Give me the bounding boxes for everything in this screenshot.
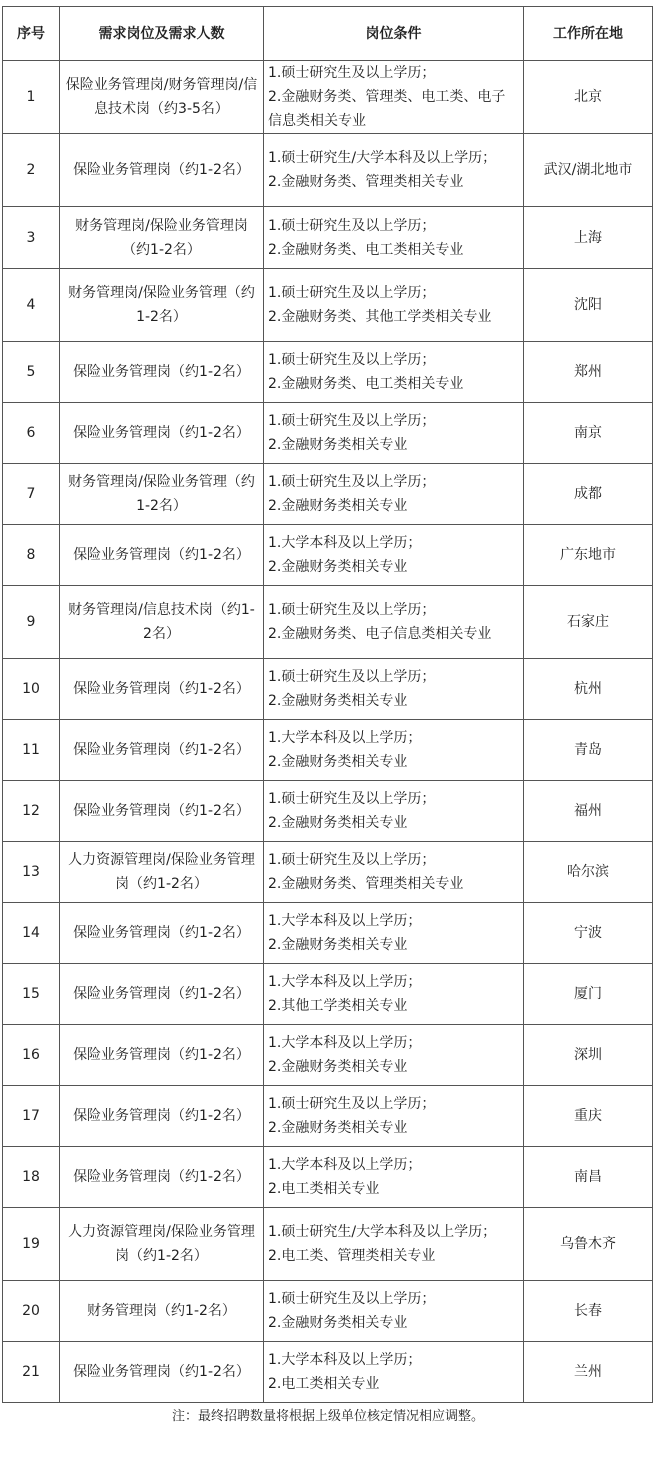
requirement-line: 2.金融财务类相关专业 (268, 498, 408, 514)
cell-no: 7 (3, 464, 60, 525)
cell-no: 16 (3, 1025, 60, 1086)
cell-location: 青岛 (524, 720, 653, 781)
cell-no: 2 (3, 134, 60, 207)
cell-requirements (264, 1147, 524, 1208)
requirement-line: 2.金融财务类、电工类相关专业 (268, 376, 464, 392)
requirement-line: 2.金融财务类、其他工学类相关专业 (268, 309, 492, 325)
table-row (3, 1208, 653, 1281)
cell-no: 20 (3, 1281, 60, 1342)
requirement-line: 1.硕士研究生及以上学历； (268, 217, 436, 234)
cell-no: 4 (3, 269, 60, 342)
cell-requirements (264, 207, 524, 269)
requirement-line: 2.金融财务类相关专业 (268, 559, 408, 575)
cell-position: 保险业务管理岗（约1-2名） (60, 720, 264, 781)
cell-location: 沈阳 (524, 269, 653, 342)
cell-no: 21 (3, 1342, 60, 1403)
table-row (3, 720, 653, 781)
cell-location: 重庆 (524, 1086, 653, 1147)
cell-position: 保险业务管理岗（约1-2名） (60, 134, 264, 207)
requirement-line: 1.硕士研究生/大学本科及以上学历； (268, 150, 497, 166)
header-location: 工作所在地 (524, 7, 653, 61)
requirement-line: 1.大学本科及以上学历； (268, 730, 422, 746)
table-row (3, 1147, 653, 1208)
cell-requirements (264, 61, 524, 134)
requirement-line: 1.硕士研究生及以上学历； (268, 474, 436, 490)
cell-location: 郑州 (524, 342, 653, 403)
requirement-line: 1.大学本科及以上学历； (268, 1035, 422, 1051)
table-row (3, 342, 653, 403)
requirement-line: 1.大学本科及以上学历； (268, 535, 422, 551)
cell-requirements (264, 134, 524, 207)
requirement-line: 2.金融财务类相关专业 (268, 437, 408, 453)
cell-location: 乌鲁木齐 (524, 1208, 653, 1281)
cell-location: 福州 (524, 781, 653, 842)
cell-location: 北京 (524, 61, 653, 134)
table-header-row (3, 7, 653, 61)
header-requirements: 岗位条件 (264, 7, 524, 61)
cell-requirements (264, 464, 524, 525)
requirement-line: 1.硕士研究生及以上学历； (268, 413, 436, 429)
cell-requirements (264, 964, 524, 1025)
cell-location: 南京 (524, 403, 653, 464)
table-row (3, 464, 653, 525)
table-row (3, 1025, 653, 1086)
cell-requirements (264, 903, 524, 964)
cell-position: 保险业务管理岗/财务管理岗/信息技术岗（约3-5名） (60, 61, 264, 134)
cell-no: 11 (3, 720, 60, 781)
requirement-line: 2.金融财务类相关专业 (268, 1120, 408, 1136)
requirement-line: 2.金融财务类、电子信息类相关专业 (268, 626, 492, 642)
cell-requirements (264, 525, 524, 586)
cell-position: 保险业务管理岗（约1-2名） (60, 903, 264, 964)
cell-position: 保险业务管理岗（约1-2名） (60, 1025, 264, 1086)
table-row (3, 903, 653, 964)
requirement-line: 1.硕士研究生及以上学历； (268, 285, 436, 301)
requirement-line: 2.金融财务类相关专业 (268, 815, 408, 831)
table-row (3, 269, 653, 342)
cell-position: 保险业务管理岗（约1-2名） (60, 403, 264, 464)
cell-location: 深圳 (524, 1025, 653, 1086)
cell-location: 广东地市 (524, 525, 653, 586)
cell-position: 财务管理岗/保险业务管理（约1-2名） (60, 269, 264, 342)
table-row (3, 781, 653, 842)
cell-no: 19 (3, 1208, 60, 1281)
cell-no: 10 (3, 659, 60, 720)
cell-no: 18 (3, 1147, 60, 1208)
cell-position: 财务管理岗/保险业务管理（约1-2名） (60, 464, 264, 525)
requirement-line: 1.硕士研究生及以上学历； (268, 1096, 436, 1112)
cell-requirements (264, 1208, 524, 1281)
footnote: 注：最终招聘数量将根据上级单位核定情况相应调整。 (171, 1409, 484, 1424)
cell-location: 厦门 (524, 964, 653, 1025)
requirement-line: 2.金融财务类、管理类相关专业 (268, 174, 464, 190)
requirement-line: 2.金融财务类、管理类、电工类、电子信息类相关专业 (268, 89, 506, 129)
cell-location: 石家庄 (524, 586, 653, 659)
cell-requirements (264, 1086, 524, 1147)
cell-position: 保险业务管理岗（约1-2名） (60, 964, 264, 1025)
cell-requirements (264, 842, 524, 903)
cell-position: 保险业务管理岗（约1-2名） (60, 781, 264, 842)
requirement-line: 2.电工类相关专业 (268, 1376, 380, 1392)
requirement-line: 1.大学本科及以上学历； (268, 1157, 422, 1173)
cell-location: 武汉/湖北地市 (524, 134, 653, 207)
requirement-line: 2.电工类相关专业 (268, 1181, 380, 1197)
cell-requirements (264, 1281, 524, 1342)
cell-position: 保险业务管理岗（约1-2名） (60, 1147, 264, 1208)
requirement-line: 1.硕士研究生/大学本科及以上学历； (268, 1224, 497, 1240)
cell-position: 财务管理岗（约1-2名） (60, 1281, 264, 1342)
cell-location: 长春 (524, 1281, 653, 1342)
cell-position: 人力资源管理岗/保险业务管理岗（约1-2名） (60, 1208, 264, 1281)
cell-location: 兰州 (524, 1342, 653, 1403)
cell-no: 5 (3, 342, 60, 403)
requirement-line: 1.硕士研究生及以上学历； (268, 602, 436, 618)
requirement-line: 1.硕士研究生及以上学历； (268, 852, 436, 868)
requirement-line: 2.电工类、管理类相关专业 (268, 1248, 436, 1264)
cell-requirements (264, 269, 524, 342)
table-row (3, 1342, 653, 1403)
cell-location: 成都 (524, 464, 653, 525)
cell-requirements (264, 586, 524, 659)
cell-position: 保险业务管理岗（约1-2名） (60, 525, 264, 586)
requirement-line: 2.金融财务类相关专业 (268, 693, 408, 709)
cell-no: 15 (3, 964, 60, 1025)
cell-requirements (264, 1342, 524, 1403)
cell-location: 杭州 (524, 659, 653, 720)
cell-location: 哈尔滨 (524, 842, 653, 903)
cell-requirements (264, 659, 524, 720)
requirement-line: 2.金融财务类相关专业 (268, 1315, 408, 1331)
table-row (3, 403, 653, 464)
cell-requirements (264, 403, 524, 464)
cell-position: 人力资源管理岗/保险业务管理岗（约1-2名） (60, 842, 264, 903)
requirement-line: 2.金融财务类、管理类相关专业 (268, 876, 464, 892)
cell-location: 南昌 (524, 1147, 653, 1208)
recruitment-table (2, 6, 653, 1403)
table-row (3, 586, 653, 659)
requirement-line: 1.硕士研究生及以上学历； (268, 65, 436, 81)
cell-requirements (264, 342, 524, 403)
requirement-line: 2.金融财务类相关专业 (268, 937, 408, 953)
cell-no: 14 (3, 903, 60, 964)
cell-requirements (264, 720, 524, 781)
requirement-line: 2.其他工学类相关专业 (268, 998, 408, 1014)
requirement-line: 2.金融财务类相关专业 (268, 1059, 408, 1075)
cell-position: 保险业务管理岗（约1-2名） (60, 659, 264, 720)
cell-position: 财务管理岗/保险业务管理岗（约1-2名） (60, 207, 264, 269)
cell-no: 6 (3, 403, 60, 464)
cell-no: 8 (3, 525, 60, 586)
cell-no: 13 (3, 842, 60, 903)
table-row (3, 659, 653, 720)
table-row (3, 134, 653, 207)
cell-position: 保险业务管理岗（约1-2名） (60, 1086, 264, 1147)
cell-location: 宁波 (524, 903, 653, 964)
requirement-line: 1.硕士研究生及以上学历； (268, 1291, 436, 1307)
header-no: 序号 (3, 7, 60, 61)
table-row (3, 1281, 653, 1342)
cell-position: 保险业务管理岗（约1-2名） (60, 1342, 264, 1403)
requirement-line: 1.大学本科及以上学历； (268, 1352, 422, 1368)
table-row (3, 61, 653, 134)
cell-location: 上海 (524, 207, 653, 269)
requirement-line: 1.大学本科及以上学历； (268, 913, 422, 929)
requirement-line: 1.硕士研究生及以上学历； (268, 791, 436, 807)
requirement-line: 1.大学本科及以上学历； (268, 974, 422, 990)
header-position: 需求岗位及需求人数 (60, 7, 264, 61)
table-row (3, 1086, 653, 1147)
cell-no: 1 (3, 61, 60, 134)
cell-requirements (264, 1025, 524, 1086)
requirement-line: 1.硕士研究生及以上学历； (268, 352, 436, 368)
cell-no: 9 (3, 586, 60, 659)
cell-requirements (264, 781, 524, 842)
cell-position: 财务管理岗/信息技术岗（约1-2名） (60, 586, 264, 659)
cell-no: 3 (3, 207, 60, 269)
requirement-line: 2.金融财务类、电工类相关专业 (268, 241, 464, 258)
table-row (3, 964, 653, 1025)
requirement-line: 2.金融财务类相关专业 (268, 754, 408, 770)
cell-no: 12 (3, 781, 60, 842)
requirement-line: 1.硕士研究生及以上学历； (268, 669, 436, 685)
table-row (3, 842, 653, 903)
cell-no: 17 (3, 1086, 60, 1147)
table-row (3, 207, 653, 269)
cell-position: 保险业务管理岗（约1-2名） (60, 342, 264, 403)
table-row (3, 525, 653, 586)
